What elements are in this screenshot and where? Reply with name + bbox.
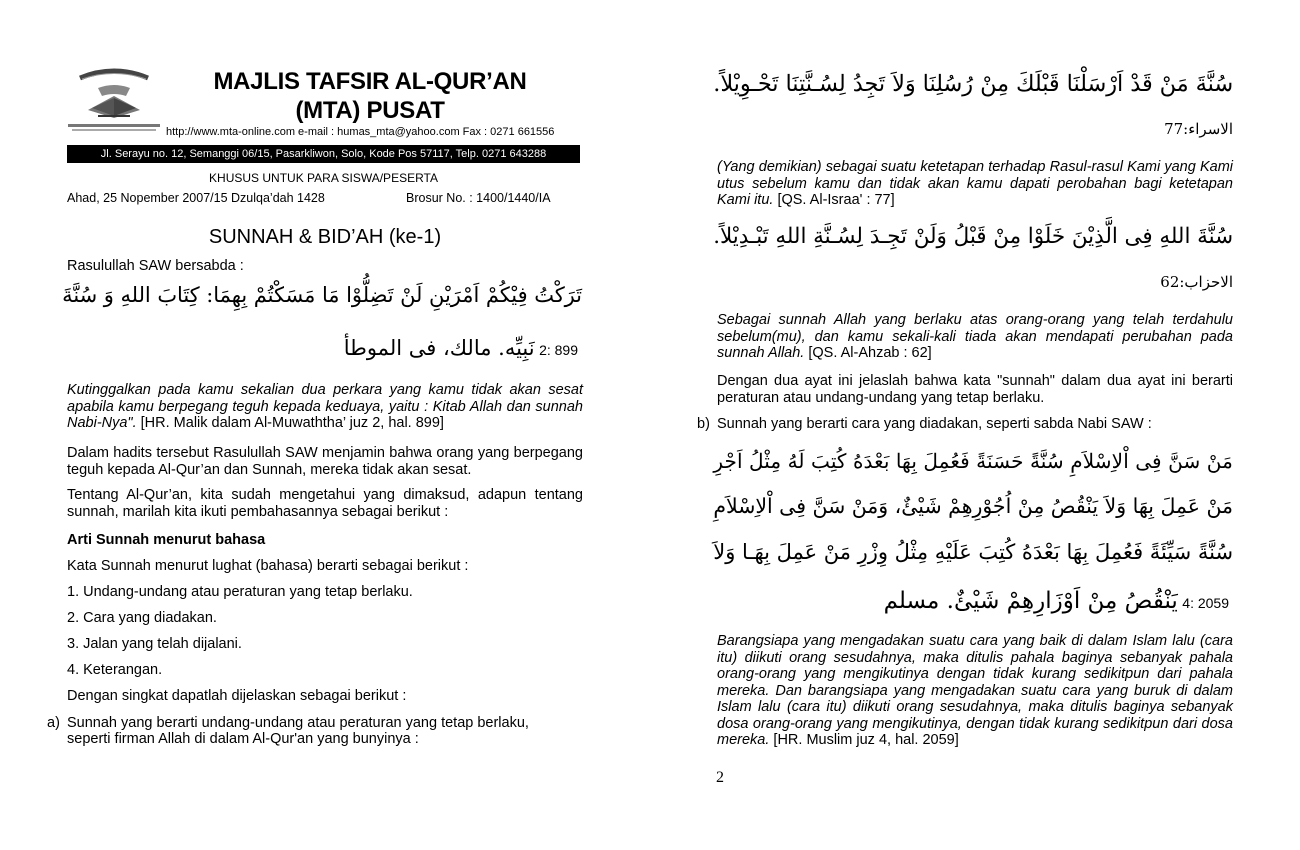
verse2-translation-italic: Sebagai sunnah Allah yang berlaku atas orang-orang yang telah terdahulu sebelum(mu), dan kamu sekali-kali tiada akan mendapati perubahan pada sunnah Allah.	[717, 312, 1233, 361]
verse2-ref: الاحزاب:62	[1160, 273, 1233, 291]
item-a-label: a)	[47, 715, 60, 731]
date-line: Ahad, 25 Nopember 2007/15 Dzulqa’dah 1428	[67, 191, 325, 205]
hadith2-last-line-wrap	[884, 590, 1233, 613]
hadith2-ref-number: 4: 2059	[1182, 595, 1229, 611]
item-a-line2: seperti firman Allah di dalam Al-Qur'an yang bunyinya :	[67, 731, 419, 747]
verse1-ref: الاسراء:77	[1164, 120, 1233, 138]
hadith1-translation-ref: [HR. Malik dalam Al-Muwaththa’ juz 2, hal. 899]	[136, 415, 444, 431]
paragraph-1: Dalam hadits tersebut Rasulullah SAW menjamin bahwa orang yang berpegang teguh kepada Al-Qur’an dan Sunnah, mereka tidak akan sesat.	[67, 445, 583, 478]
hadith1-translation	[67, 382, 583, 432]
org-name-line2: (MTA) PUSAT	[295, 97, 445, 124]
mta-logo	[68, 66, 160, 136]
document-title: SUNNAH & BID’AH (ke-1)	[208, 226, 442, 248]
hadith1-arabic-line2-wrap	[344, 338, 582, 360]
section-heading: Arti Sunnah menurut bahasa	[67, 532, 266, 548]
page-number: 2	[716, 769, 724, 786]
verse2-translation-ref: [QS. Al-Ahzab : 62]	[804, 345, 932, 361]
list-item: 3. Jalan yang telah dijalani.	[67, 636, 242, 652]
hadith2-arabic-line: مَنْ سَنَّ فِى اْلاِسْلاَمِ سُنَّةً حَسَنَةً فَعُمِلَ بِهَا بَعْدَهُ كُتِبَ لَهُ مِثْلُ اَجْرِ	[713, 449, 1233, 473]
hadith1-translation-italic: Kutinggalkan pada kamu sekalian dua perkara yang kamu tidak akan sesat apabila kamu berpegang teguh kepada keduaya, yaitu : Kitab Allah dan sunnah Nabi-Nya".	[67, 382, 583, 431]
verse2-translation	[717, 312, 1233, 362]
address-bar: Jl. Serayu no. 12, Semanggi 06/15, Pasarkliwon, Solo, Kode Pos 57117, Telp. 0271 643288	[67, 145, 580, 163]
hadith2-translation	[717, 633, 1233, 749]
paragraph-2: Tentang Al-Qur’an, kita sudah mengetahui yang dimaksud, adapun tentang sunnah, marilah kita ikuti pembahasannya sebagai berikut :	[67, 487, 583, 520]
hadith1-ref-number: 2: 899	[539, 342, 578, 358]
hadith2-arabic-line: سُنَّةً سَيِّئَةً فَعُمِلَ بِهَا بَعْدَهُ كُتِبَ عَلَيْهِ مِثْلُ وِزْرِ مَنْ عَمِلَ بِهَـا وَلاَ	[713, 540, 1233, 564]
audience-line: KHUSUS UNTUK PARA SISWA/PESERTA	[209, 171, 438, 185]
hadith2-translation-ref: [HR. Muslim juz 4, hal. 2059]	[769, 732, 959, 748]
intro-text: Rasulullah SAW bersabda :	[67, 258, 244, 274]
contact-line: http://www.mta-online.com e-mail : humas_mta@yahoo.com Fax : 0271 661556	[166, 126, 555, 138]
hadith1-arabic-line2: نَبِيِّه. مالك، فى الموطأ	[343, 336, 535, 360]
item-b-text: Sunnah yang berarti cara yang diadakan, seperti sabda Nabi SAW :	[717, 416, 1152, 432]
brosur-number: Brosur No. : 1400/1440/IA	[406, 191, 551, 205]
paragraph-3: Kata Sunnah menurut lughat (bahasa) berarti sebagai berikut :	[67, 558, 469, 574]
verse2-arabic: سُنَّةَ اللهِ فِى الَّذِيْنَ خَلَوْا مِنْ قَبْلُ وَلَنْ تَجِـدَ لِسُـنَّةِ اللهِ تَبْـدِيْلاً.	[713, 224, 1233, 249]
verse1-translation	[717, 159, 1233, 209]
hadith2-arabic-line: مَنْ عَمِلَ بِهَا وَلاَ يَنْقُصُ مِنْ اُجُوْرِهِمْ شَيْئٌ، وَمَنْ سَنَّ فِى اْلاِسْلاَمِ	[713, 494, 1233, 518]
list-item: 4. Keterangan.	[67, 662, 163, 678]
list-item: 1. Undang-undang atau peraturan yang tetap berlaku.	[67, 584, 413, 600]
verse1-arabic: سُنَّةَ مَنْ قَدْ اَرْسَلْنَا قَبْلَكَ مِنْ رُسُلِنَا وَلاَ تَجِدُ لِسُـنَّتِنَا تَحْـوِيْلاً.	[713, 71, 1233, 97]
verse1-translation-ref: [QS. Al-Israa' : 77]	[773, 192, 895, 208]
org-name-line1: MAJLIS TAFSIR AL-QUR’AN	[213, 68, 527, 95]
hadith2-translation-italic: Barangsiapa yang mengadakan suatu cara yang baik di dalam Islam lalu (cara itu) diikuti orang sesudahnya, maka ditulis pahala baginya sebanyak pahala orang-orang yang mengikutinya dengan tidak kurang sedikitpun dari pahala mereka. Dan barangsiapa yang mengadakan suatu cara yang buruk di dalam Islam lalu (cara itu) diikuti orang sesudahnya, maka ditulis baginya sebanyak dosa orang-orang yang mengikutinya, dengan tidak kurang sedikitpun dari dosa mereka.	[717, 633, 1233, 748]
verse1-translation-italic: (Yang demikian) sebagai suatu ketetapan terhadap Rasul-rasul Kami yang Kami utus sebelum kamu dan tidak akan kamu dapati perobahan bagi ketetapan Kami itu.	[717, 159, 1233, 208]
item-b-label: b)	[697, 416, 710, 432]
paragraph-4: Dengan singkat dapatlah dijelaskan sebagai berikut :	[67, 688, 407, 704]
hadith1-arabic-line1: تَرَكْتُ فِيْكُمْ اَمْرَيْنِ لَنْ تَضِلُّوْا مَا مَسَكْتُمْ بِهِمَا: كِتَابَ اللهِ وَ سُنَّةَ	[62, 283, 582, 307]
paragraph-after-verses: Dengan dua ayat ini jelaslah bahwa kata "sunnah" dalam dua ayat ini berarti peraturan atau undang-undang yang tetap berlaku.	[717, 373, 1233, 406]
hadith2-arabic-line: يَنْقُصُ مِنْ اَوْزَارِهِمْ شَيْئٌ. مسلم	[883, 588, 1178, 614]
list-item: 2. Cara yang diadakan.	[67, 610, 217, 626]
item-a-line1: Sunnah yang berarti undang-undang atau peraturan yang tetap berlaku,	[67, 715, 529, 731]
